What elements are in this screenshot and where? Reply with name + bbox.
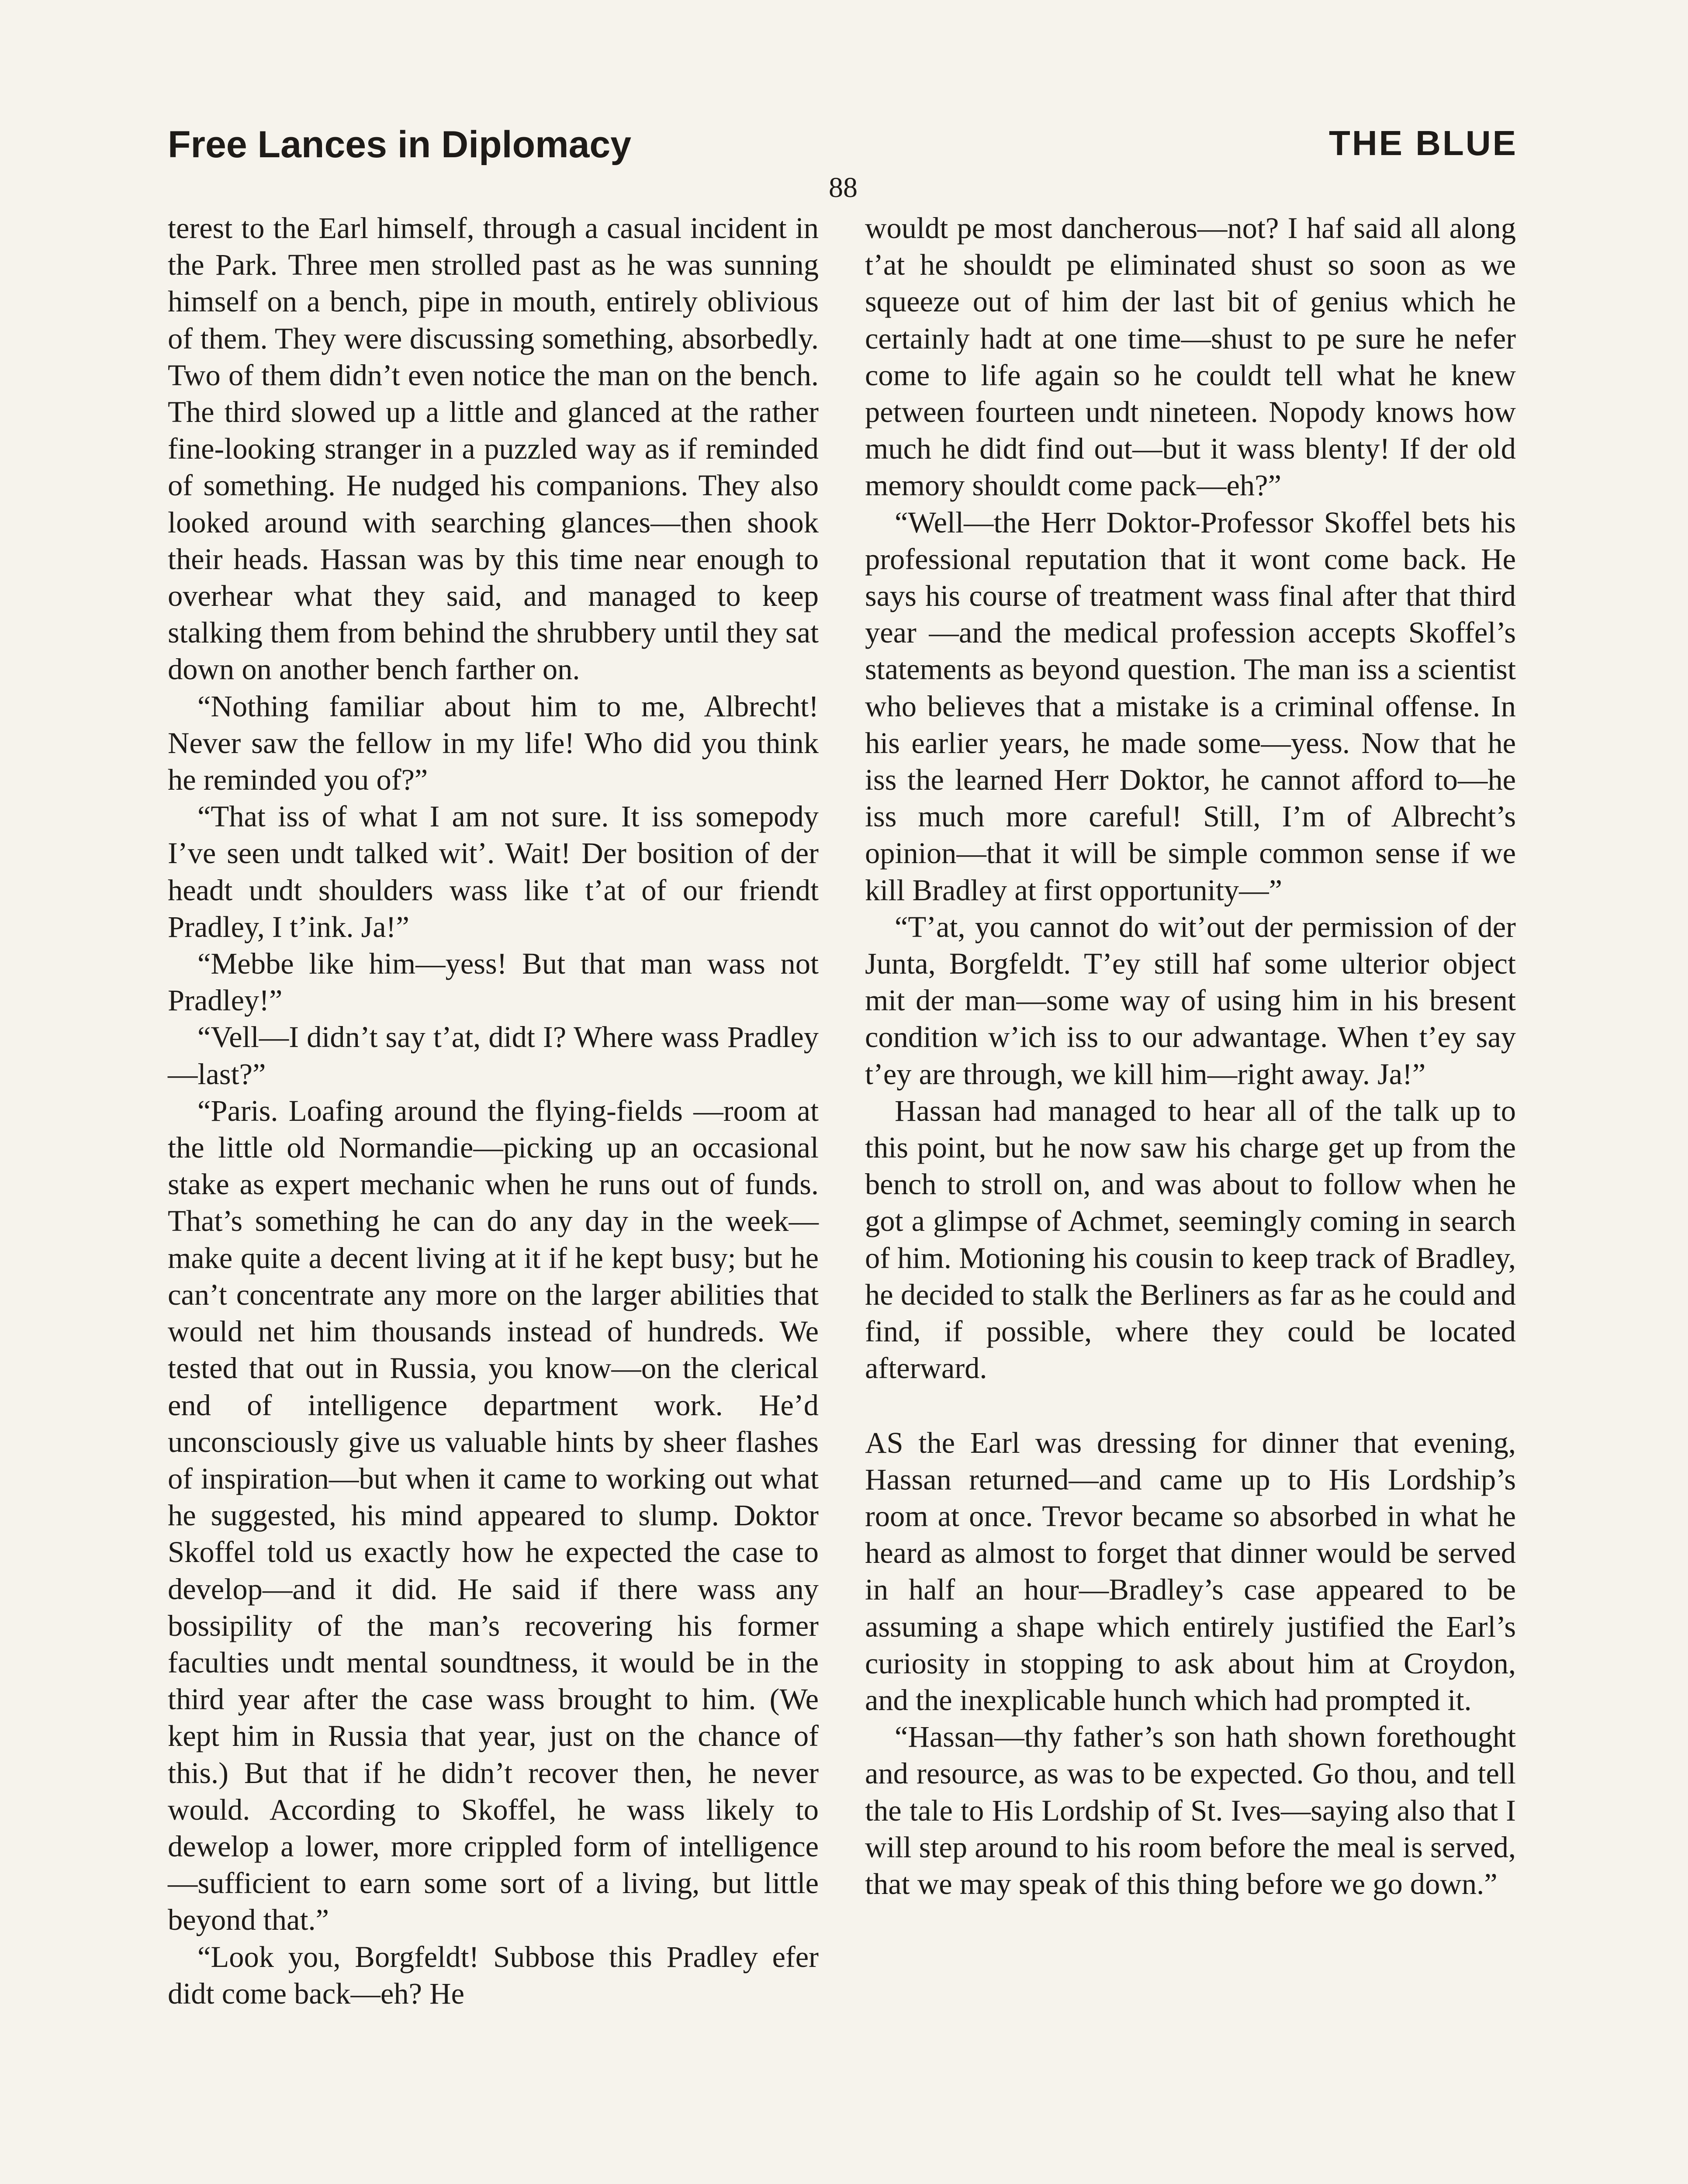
paragraph: Hassan had managed to hear all of the talk up to this point, but he now saw his charge get up from the bench to stroll on, and was about to follow when he got a glimpse of Achmet, seemingly coming in search of him. Motioning his cousin to keep track of Bradley, he decided to stalk the Berliners as far as he could and find, if possible, where they could be located afterward. xyxy=(865,1094,1516,1385)
paragraph: “That iss of what I am not sure. It iss somepody I’ve seen undt talked wit’. Wait! Der bosition of der headt undt shoulders wass like t’at of our friendt Pradley, I t’ink. Ja!” xyxy=(168,800,819,943)
paragraph: “Well—the Herr Doktor-Professor Skoffel bets his professional reputation that it wont come back. He says his course of treatment wass final after that third year —and the medical profession accepts Skoffel’s statements as beyond question. The man iss a scientist who believes that a mistake is a criminal offense. In his earlier years, he made some—yess. Now that he iss the learned Herr Doktor, he cannot afford to—he iss much more careful! Still, I’m of Albrecht’s opinion—that it will be simple common sense if we kill Bradley at first opportunity—” xyxy=(865,505,1516,907)
left-column xyxy=(168,210,819,2012)
paragraph: terest to the Earl himself, through a casual incident in the Park. Three men strolled past as he was sunning himself on a bench, pipe in mouth, entirely oblivious of them. They were discussing something, absorbedly. Two of them didn’t even notice the man on the bench. The third slowed up a little and glanced at the rather fine-looking stranger in a puzzled way as if reminded of something. He nudged his companions. They also looked around with searching glances—then shook their heads. Hassan was by this time near enough to overhear what they said, and managed to keep stalking them from behind the shrubbery until they sat down on another bench farther on. xyxy=(168,211,819,686)
paragraph: “Hassan—thy father’s son hath shown forethought and resource, as was to be expected. Go thou, and tell the tale to His Lordship of St. Ives—saying also that I will step around to his room before the meal is served, that we may speak of this thing before we go down.” xyxy=(865,1720,1516,1901)
right-column xyxy=(865,210,1516,1902)
paragraph: “Paris. Loafing around the flying-fields —room at the little old Normandie—picking up an occasional stake as expert mechanic when he runs out of funds. That’s something he can do any day in the week—make quite a decent living at it if he kept busy; but he can’t concentrate any more on the larger abilities that would net him thousands instead of hundreds. We tested that out in Russia, you know—on the clerical end of intelligence department work. He’d unconsciously give us valuable hints by sheer flashes of inspiration—but when it came to working out what he suggested, his mind appeared to slump. Doktor Skoffel told us exactly how he expected the case to develop—and it did. He said if there wass any bossipility of the man’s recovering his former faculties undt mental soundtness, it would be in the third year after the case wass brought to him. (We kept him in Russia that year, just on the chance of this.) But that if he didn’t recover then, he never would. According to Skoffel, he wass likely to dewelop a lower, more crippled form of intelligence—sufficient to earn some sort of a living, but little beyond that.” xyxy=(168,1094,819,1937)
section-break xyxy=(865,1387,1516,1424)
paragraph: “T’at, you cannot do wit’out der permission of der Junta, Borgfeldt. T’ey still haf some ulterior object mit der man—some way of using him in his bresent condition w’ich iss to our adwantage. When t’ey say t’ey are through, we kill him—right away. Ja!” xyxy=(865,910,1516,1091)
paragraph: “Mebbe like him—yess! But that man wass not Pradley!” xyxy=(168,947,819,1017)
story-title: Free Lances in Diplomacy xyxy=(168,124,632,166)
paragraph: “Vell—I didn’t say t’at, didt I? Where wass Pradley—last?” xyxy=(168,1020,819,1091)
magazine-name: THE BLUE xyxy=(1329,124,1518,162)
paragraph-with-dropcap: AS the Earl was dressing for dinner that evening, Hassan returned—and came up to His Lordship’s room at once. Trevor became so absorbed in what he heard as almost to forget that dinner would be served in half an hour—Bradley’s case appeared to be assuming a shape which entirely justified the Earl’s curiosity in stopping to ask about him at Croydon, and the inexplicable hunch which had prompted it. xyxy=(865,1426,1516,1717)
paragraph: wouldt pe most dancherous—not? I haf said all along t’at he shouldt pe eliminated shust so soon as we squeeze out of him der last bit of genius which he certainly hadt at one time—shust to pe sure he nefer come to life again so he couldt tell what he knew petween fourteen undt nineteen. Nopody knows how much he didt find out—but it wass blenty! If der old memory shouldt come pack—eh?” xyxy=(865,211,1516,502)
paragraph: “Nothing familiar about him to me, Albrecht! Never saw the fellow in my life! Who did you think he reminded you of?” xyxy=(168,689,819,797)
page-number: 88 xyxy=(829,172,858,204)
paragraph: “Look you, Borgfeldt! Subbose this Pradley efer didt come back—eh? He xyxy=(168,1940,819,2010)
